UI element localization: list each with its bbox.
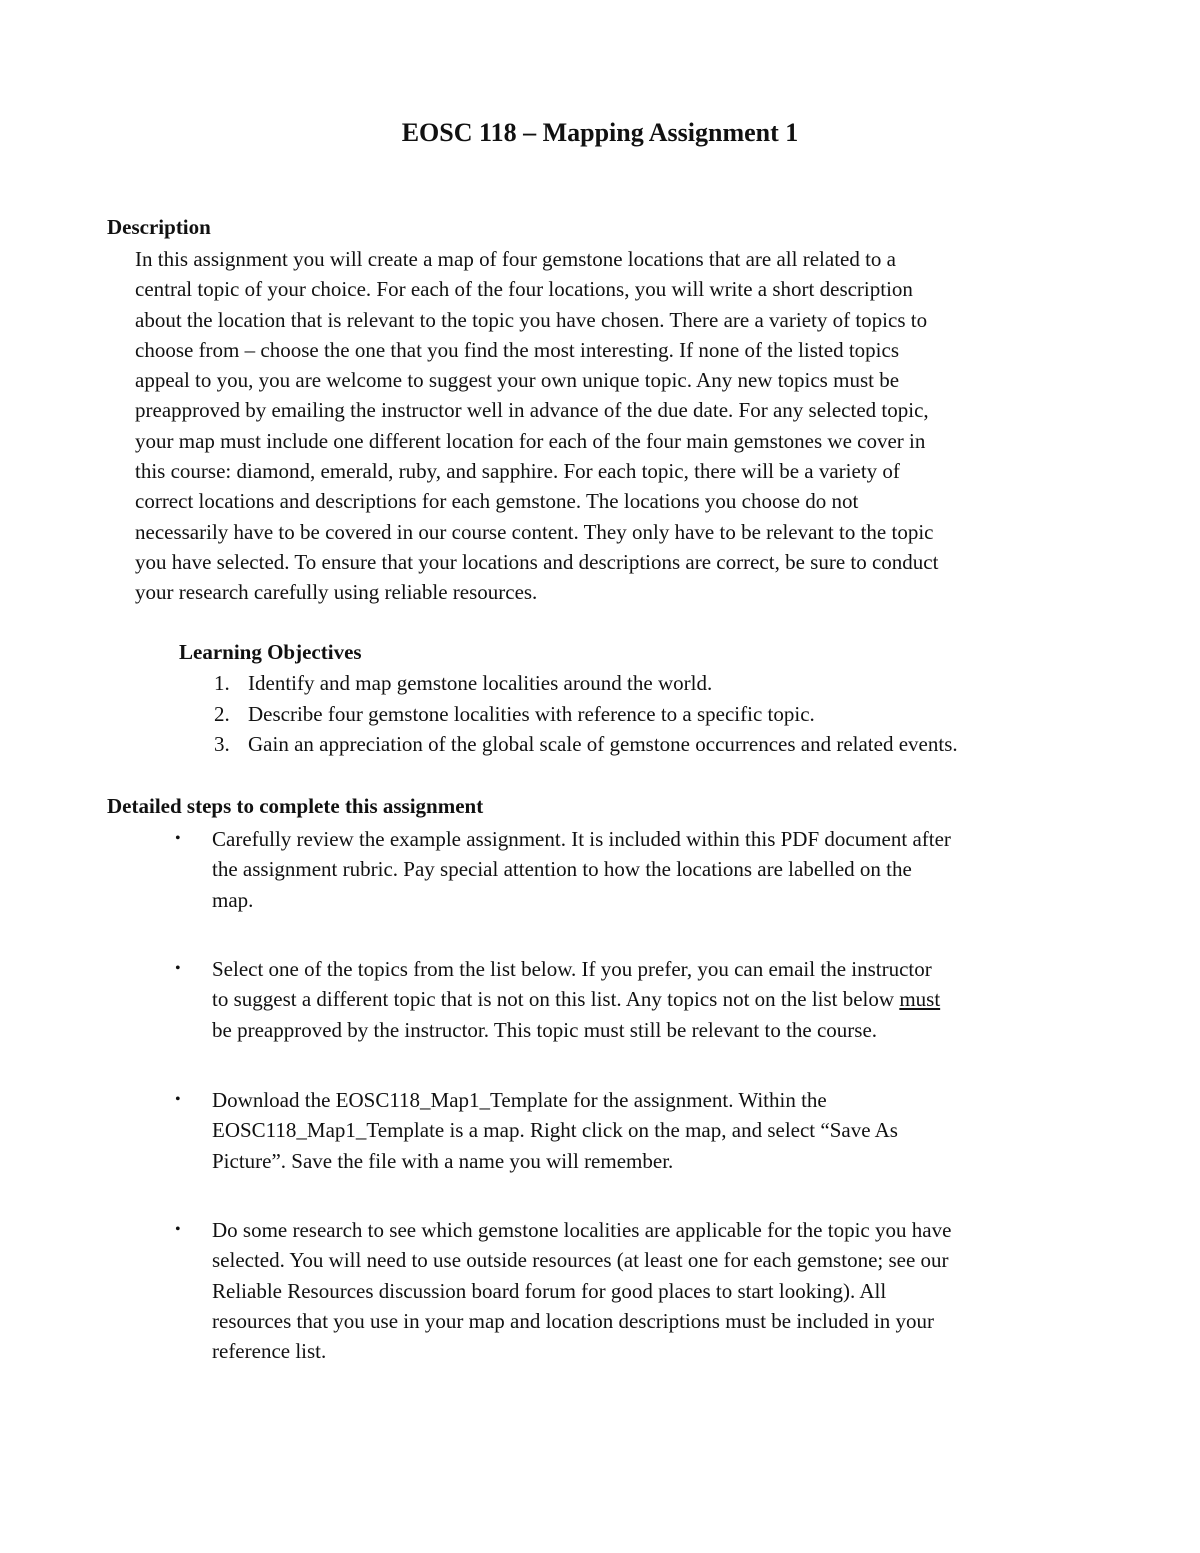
description-paragraph <box>135 244 1095 608</box>
step-line: resources that you use in your map and location descriptions must be included in your <box>212 1308 935 1333</box>
description-line: about the location that is relevant to the topic you have chosen. There are a variety of topics to <box>135 307 928 332</box>
description-line: correct locations and descriptions for each gemstone. The locations you choose do not <box>135 489 859 514</box>
description-line: preapproved by emailing the instructor well in advance of the due date. For any selected topic, <box>135 398 929 423</box>
page-title: EOSC 118 – Mapping Assignment 1 <box>401 118 799 147</box>
description-line: In this assignment you will create a map of four gemstone locations that are all related to a <box>135 247 897 271</box>
step-text <box>212 954 1112 1045</box>
step-line: the assignment rubric. Pay special attention to how the locations are labelled on the <box>212 857 912 882</box>
description-line: necessarily have to be covered in our course content. They only have to be relevant to the topic <box>135 519 934 544</box>
learning-objective-item <box>0 699 1200 730</box>
description-line: your map must include one different location for each of the four main gemstones we cover in <box>135 428 926 453</box>
learning-objective-text: Describe four gemstone localities with reference to a specific topic. <box>248 701 815 726</box>
step-line <box>212 984 1112 1014</box>
step-line: reference list. <box>212 1339 327 1364</box>
bullet-icon: • <box>175 960 181 977</box>
list-number: 3. <box>214 732 230 756</box>
description-line: appeal to you, you are welcome to suggest your own unique topic. Any new topics must be <box>135 368 900 393</box>
description-line: you have selected. To ensure that your locations and descriptions are correct, be sure to conduct <box>135 549 939 574</box>
step-text <box>212 1085 1112 1176</box>
step-line: Carefully review the example assignment. It is included within this PDF document after <box>212 827 951 851</box>
step-line: map. <box>212 887 254 912</box>
step-line: be preapproved by the instructor. This topic must still be relevant to the course. <box>212 1017 878 1042</box>
learning-objective-text: Gain an appreciation of the global scale of gemstone occurrences and related events. <box>248 732 958 756</box>
learning-objective-item <box>0 729 1200 760</box>
description-line: this course: diamond, emerald, ruby, and sapphire. For each topic, there will be a variety of <box>135 459 900 484</box>
step-line: EOSC118_Map1_Template is a map. Right click on the map, and select “Save As <box>212 1118 898 1143</box>
learning-objectives-heading: Learning Objectives <box>179 640 362 664</box>
bullet-icon: • <box>175 1091 181 1108</box>
list-number: 2. <box>214 701 230 726</box>
step-line: Download the EOSC118_Map1_Template for the assignment. Within the <box>212 1088 827 1112</box>
learning-objective-item <box>0 668 1200 699</box>
step-line: Select one of the topics from the list below. If you prefer, you can email the instructor <box>212 957 932 981</box>
step-text <box>212 1215 1112 1366</box>
description-line: your research carefully using reliable resources. <box>135 580 538 605</box>
step-line: selected. You will need to use outside resources (at least one for each gemstone; see our <box>212 1248 949 1273</box>
step-line: Picture”. Save the file with a name you will remember. <box>212 1148 674 1173</box>
step-line: Do some research to see which gemstone localities are applicable for the topic you have <box>212 1218 952 1242</box>
learning-objectives-list <box>0 668 1200 760</box>
bullet-icon: • <box>175 830 181 847</box>
bullet-icon: • <box>175 1221 181 1238</box>
step-line: Reliable Resources discussion board forum for good places to start looking). All <box>212 1278 887 1303</box>
step-text <box>212 824 1112 915</box>
description-line: choose from – choose the one that you find the most interesting. If none of the listed topics <box>135 337 899 362</box>
step-line-text: to suggest a different topic that is not on this list. Any topics not on the list below <box>212 987 900 1012</box>
underlined-emphasis: must <box>899 987 941 1012</box>
steps-heading: Detailed steps to complete this assignment <box>107 794 484 818</box>
description-heading: Description <box>107 215 211 239</box>
list-number: 1. <box>214 671 230 695</box>
learning-objective-text: Identify and map gemstone localities around the world. <box>248 671 713 695</box>
description-line: central topic of your choice. For each of the four locations, you will write a short description <box>135 277 913 302</box>
